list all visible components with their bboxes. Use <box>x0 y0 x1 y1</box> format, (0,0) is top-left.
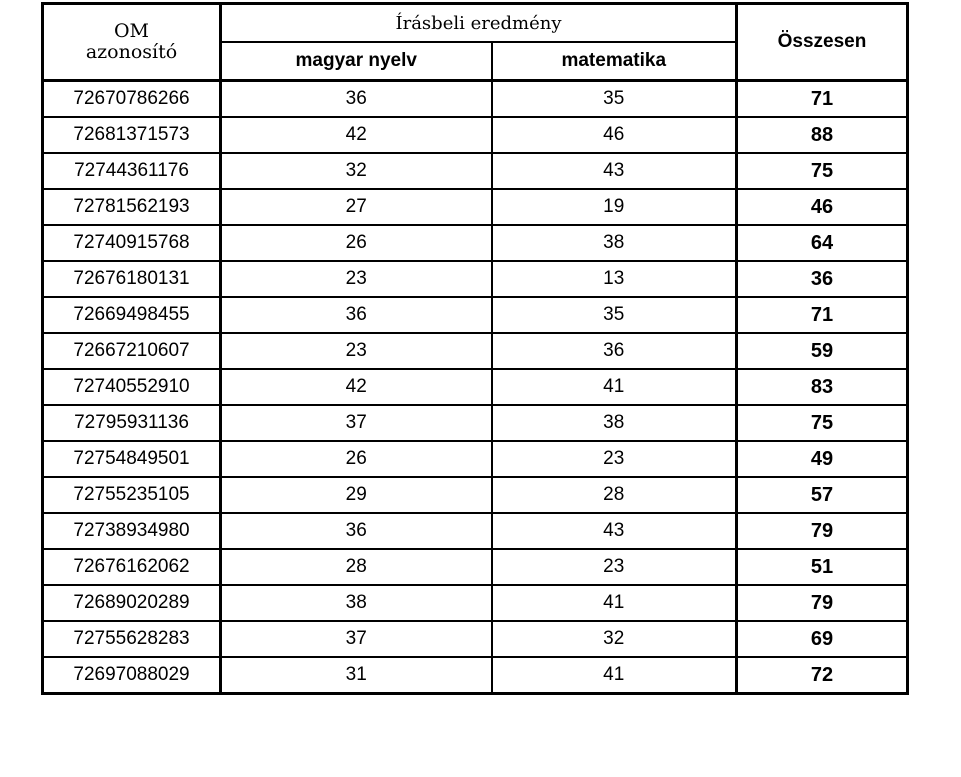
math-score-cell: 35 <box>492 297 737 333</box>
table-row <box>43 621 908 657</box>
math-score-cell: 38 <box>492 405 737 441</box>
header-om-id <box>43 4 221 81</box>
hungarian-score-cell: 36 <box>221 297 492 333</box>
hungarian-score-cell: 29 <box>221 477 492 513</box>
math-score-cell: 19 <box>492 189 737 225</box>
header-row-top <box>43 4 908 43</box>
total-score-cell: 75 <box>737 405 908 441</box>
total-score-cell: 59 <box>737 333 908 369</box>
table-row <box>43 225 908 261</box>
hungarian-score-cell: 31 <box>221 657 492 694</box>
header-om-line1: OM <box>113 20 150 42</box>
results-table <box>41 2 909 695</box>
table-row <box>43 261 908 297</box>
math-score-cell: 41 <box>492 585 737 621</box>
hungarian-score-cell: 23 <box>221 333 492 369</box>
om-cell: 72755628283 <box>43 621 221 657</box>
hungarian-score-cell: 38 <box>221 585 492 621</box>
om-cell: 72689020289 <box>43 585 221 621</box>
om-cell: 72669498455 <box>43 297 221 333</box>
math-score-cell: 28 <box>492 477 737 513</box>
hungarian-score-cell: 32 <box>221 153 492 189</box>
header-written-results: Írásbeli eredmény <box>221 4 737 43</box>
total-score-cell: 57 <box>737 477 908 513</box>
table-row <box>43 153 908 189</box>
math-score-cell: 38 <box>492 225 737 261</box>
hungarian-score-cell: 36 <box>221 81 492 118</box>
math-score-cell: 13 <box>492 261 737 297</box>
hungarian-score-cell: 36 <box>221 513 492 549</box>
math-score-cell: 43 <box>492 513 737 549</box>
hungarian-score-cell: 23 <box>221 261 492 297</box>
hungarian-score-cell: 26 <box>221 225 492 261</box>
header-hungarian: magyar nyelv <box>221 42 492 81</box>
total-score-cell: 71 <box>737 297 908 333</box>
table-row <box>43 549 908 585</box>
om-cell: 72697088029 <box>43 657 221 694</box>
om-cell: 72738934980 <box>43 513 221 549</box>
om-cell: 72744361176 <box>43 153 221 189</box>
table-row <box>43 477 908 513</box>
hungarian-score-cell: 37 <box>221 621 492 657</box>
hungarian-score-cell: 37 <box>221 405 492 441</box>
hungarian-score-cell: 42 <box>221 369 492 405</box>
total-score-cell: 83 <box>737 369 908 405</box>
om-cell: 72754849501 <box>43 441 221 477</box>
math-score-cell: 43 <box>492 153 737 189</box>
total-score-cell: 71 <box>737 81 908 118</box>
om-cell: 72795931136 <box>43 405 221 441</box>
table-row <box>43 117 908 153</box>
total-score-cell: 69 <box>737 621 908 657</box>
total-score-cell: 79 <box>737 513 908 549</box>
hungarian-score-cell: 42 <box>221 117 492 153</box>
math-score-cell: 23 <box>492 549 737 585</box>
table-header <box>43 4 908 81</box>
table-row <box>43 81 908 118</box>
math-score-cell: 32 <box>492 621 737 657</box>
math-score-cell: 41 <box>492 657 737 694</box>
table-row <box>43 405 908 441</box>
om-cell: 72781562193 <box>43 189 221 225</box>
math-score-cell: 35 <box>492 81 737 118</box>
table-row <box>43 513 908 549</box>
math-score-cell: 41 <box>492 369 737 405</box>
table-row <box>43 585 908 621</box>
om-cell: 72740552910 <box>43 369 221 405</box>
table-row <box>43 333 908 369</box>
total-score-cell: 75 <box>737 153 908 189</box>
header-math: matematika <box>492 42 737 81</box>
table-row <box>43 441 908 477</box>
hungarian-score-cell: 27 <box>221 189 492 225</box>
math-score-cell: 46 <box>492 117 737 153</box>
table-row <box>43 369 908 405</box>
header-total: Összesen <box>737 4 908 81</box>
total-score-cell: 88 <box>737 117 908 153</box>
total-score-cell: 72 <box>737 657 908 694</box>
table-row <box>43 297 908 333</box>
total-score-cell: 51 <box>737 549 908 585</box>
total-score-cell: 36 <box>737 261 908 297</box>
om-cell: 72681371573 <box>43 117 221 153</box>
total-score-cell: 64 <box>737 225 908 261</box>
math-score-cell: 36 <box>492 333 737 369</box>
table-body <box>43 81 908 694</box>
hungarian-score-cell: 26 <box>221 441 492 477</box>
math-score-cell: 23 <box>492 441 737 477</box>
total-score-cell: 46 <box>737 189 908 225</box>
hungarian-score-cell: 28 <box>221 549 492 585</box>
results-table-container <box>41 2 909 695</box>
om-cell: 72755235105 <box>43 477 221 513</box>
om-cell: 72676162062 <box>43 549 221 585</box>
om-cell: 72667210607 <box>43 333 221 369</box>
om-cell: 72670786266 <box>43 81 221 118</box>
table-row <box>43 657 908 694</box>
total-score-cell: 79 <box>737 585 908 621</box>
total-score-cell: 49 <box>737 441 908 477</box>
om-cell: 72676180131 <box>43 261 221 297</box>
om-cell: 72740915768 <box>43 225 221 261</box>
header-om-line2: azonosító <box>85 41 178 63</box>
table-row <box>43 189 908 225</box>
